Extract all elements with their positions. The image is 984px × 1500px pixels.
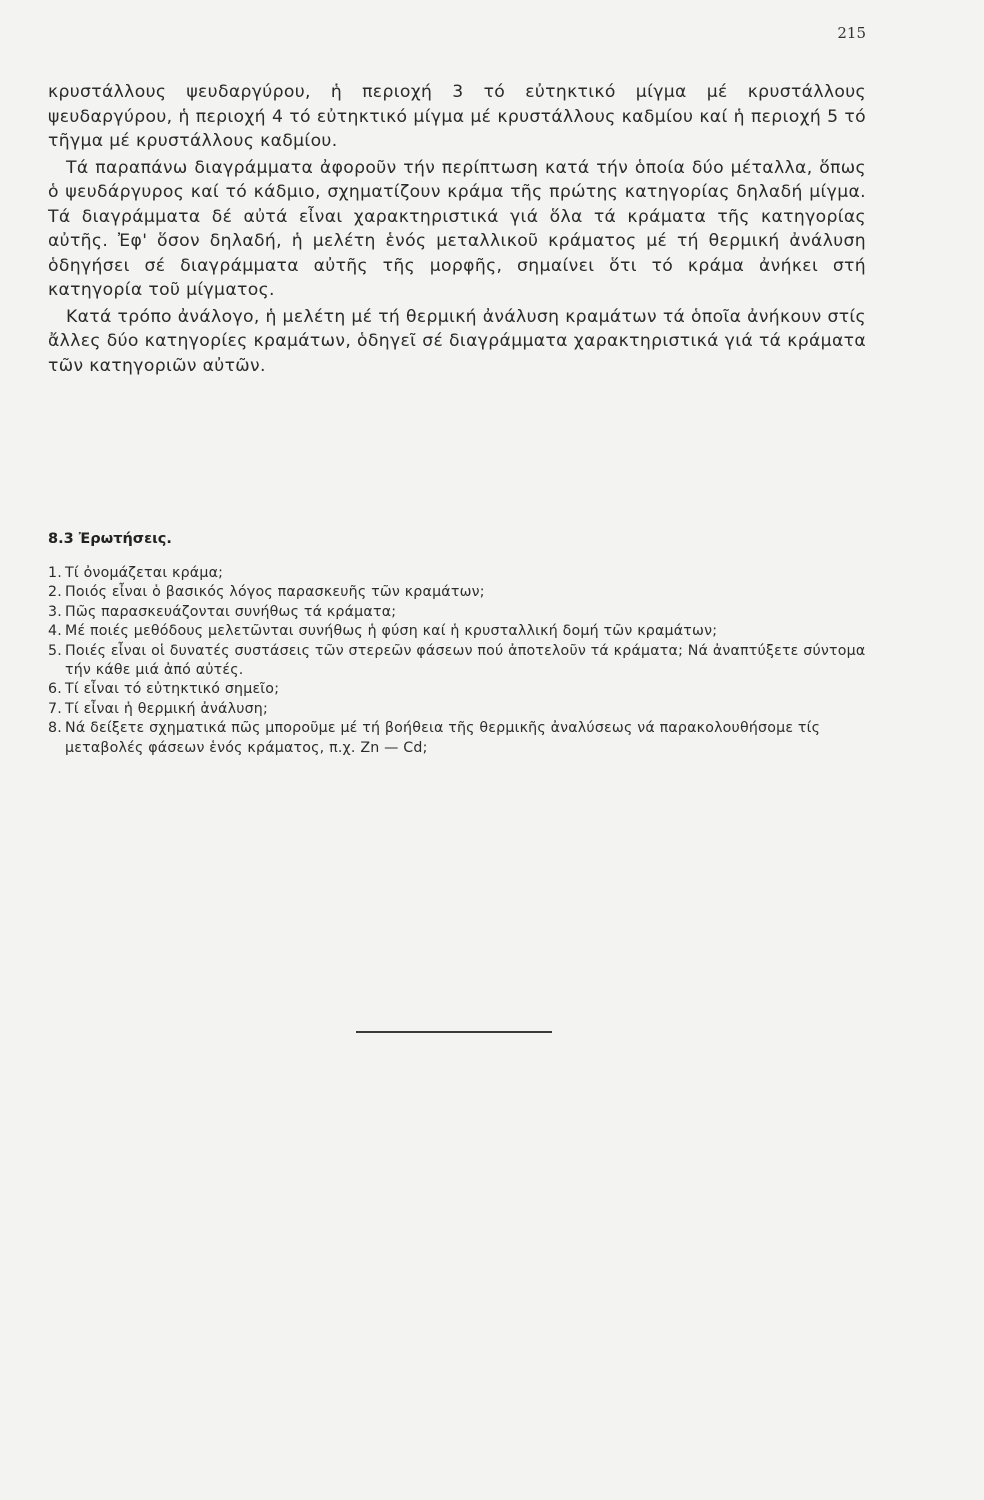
question-text: Πῶς παρασκευάζονται συνήθως τά κράματα; [65, 603, 397, 620]
question-item [48, 700, 878, 719]
question-text: Τί εἶναι τό εὐτηκτικό σημεῖο; [65, 681, 280, 698]
question-text: Ποιές εἶναι οἱ δυνατές συστάσεις τῶν στερεῶν φάσεων πού ἀποτελοῦν τά κράματα; Νά ἀναπτύξετε σύντομα τήν κάθε μιά ἀπό αὐτές. [65, 642, 866, 679]
question-list [48, 564, 878, 758]
paragraph-continuation: κρυστάλλους ψευδαργύρου, ἡ περιοχή 3 τό εὐτηκτικό μίγμα μέ κρυστάλλους ψευδαργύρου, ἡ περιοχή 4 τό εὐτηκτικό μίγμα μέ κρυστάλλους καδμίου καί ἡ περιοχή 5 τό τῆγμα μέ κρυστάλλους καδμίου. [48, 82, 866, 151]
question-item [48, 719, 878, 758]
question-text: Τί εἶναι ἡ θερμική ἀνάλυση; [65, 700, 268, 717]
paragraph: Κατά τρόπο ἀνάλογο, ἡ μελέτη μέ τή θερμική ἀνάλυση κραμάτων τά ὁποῖα ἀνήκουν στίς ἄλλες δύο κατηγορίες κραμάτων, ὁδηγεῖ σέ διαγράμματα χαρακτηριστικά γιά τά κράματα τῶν κατηγοριῶν αὐτῶν. [48, 306, 866, 376]
question-text: Ποιός εἶναι ὁ βασικός λόγος παρασκευῆς τῶν κραμάτων; [65, 584, 485, 601]
question-text: Νά δείξετε σχηματικά πῶς μποροῦμε μέ τή βοήθεια τῆς θερμικῆς ἀναλύσεως νά παρακολουθήσομε τίς μεταβολές φάσεων ἑνός κράματος, π.χ. Zn — Cd; [65, 720, 821, 756]
question-text: Τί ὀνομάζεται κράμα; [65, 565, 224, 581]
question-number: 3. [48, 603, 62, 620]
question-number: 1. [48, 565, 62, 581]
chapter-end-rule [356, 1031, 552, 1033]
page-number: 215 [837, 24, 866, 42]
questions-section [48, 531, 878, 758]
question-item [48, 622, 878, 641]
question-item [48, 680, 878, 699]
question-item [48, 642, 878, 681]
paragraph: Τά παραπάνω διαγράμματα ἀφοροῦν τήν περίπτωση κατά τήν ὁποία δύο μέταλλα, ὅπως ὁ ψευδάργυρος καί τό κάδμιο, σχηματίζουν κράμα τῆς πρώτης κατηγορίας δηλαδή μίγμα. Τά διαγράμματα δέ αὐτά εἶναι χαρακτηριστικά γιά ὅλα τά κράματα τῆς κατηγορίας αὐτῆς. Ἐφ' ὅσον δηλαδή, ἡ μελέτη ἑνός μεταλλικοῦ κράματος μέ τή θερμική ἀνάλυση ὁδηγήσει σέ διαγράμματα αὐτῆς τῆς μορφῆς, σημαίνει ὅτι τό κράμα ἀνήκει στή κατηγορία τοῦ μίγματος. [48, 157, 866, 300]
question-number: 8. [48, 720, 62, 737]
section-title: 8.3 Ἐρωτήσεις. [48, 531, 172, 547]
question-item [48, 564, 878, 583]
question-item [48, 583, 878, 602]
question-number: 7. [48, 700, 62, 717]
body-text [48, 80, 866, 380]
question-number: 2. [48, 584, 62, 601]
question-text: Μέ ποιές μεθόδους μελετῶνται συνήθως ἡ φύση καί ἡ κρυσταλλική δομή τῶν κραμάτων; [65, 623, 718, 640]
question-number: 6. [48, 681, 62, 698]
question-number: 4. [48, 623, 62, 640]
question-item [48, 603, 878, 622]
question-number: 5. [48, 642, 62, 659]
